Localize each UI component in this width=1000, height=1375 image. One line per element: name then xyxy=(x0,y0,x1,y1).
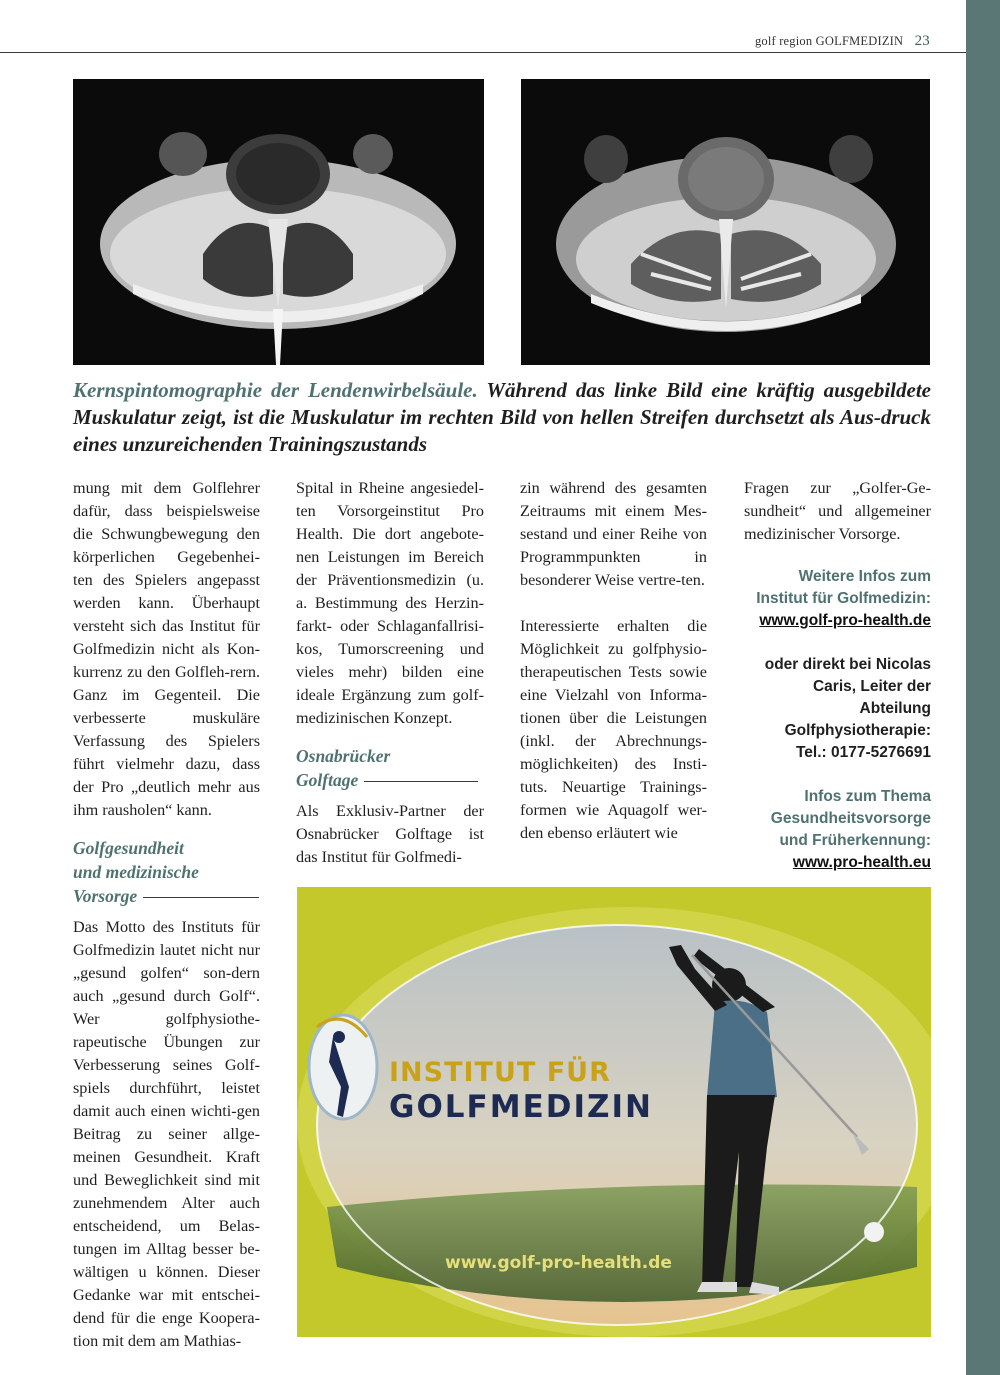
info-box: Weitere Infos zum Institut für Golfmedizin: www.golf-pro-health.de oder direkt bei Nicolas Caris, Leiter der Abteilung Golfphysiotherapie: Tel.: 0177-5276691 Infos zum Thema Gesundheitsvorsorge und Früherkennung: www.pro-health.eu xyxy=(756,568,931,871)
mri-image-right xyxy=(521,79,930,365)
paragraph: zin während des gesamten Zeitraums mit einem Mes-sestand und einer Reihe von Programmpunkten in besonderer Weise vertre-ten. xyxy=(520,479,707,589)
text-column-3 xyxy=(520,477,707,845)
paragraph: Spital in Rheine angesiedel-ten Vorsorgeinstitut Pro Health. Die dort angebote-nen Leistungen im Bereich der Präventionsmedizin (u. a. Bestimmung des Herzin-farkt- oder Schlaganfallrisi-kos, Tumorscreening und vieles mehr) bilden eine ideale Ergänzung zum golf-medizinischen Konzept. xyxy=(296,479,484,727)
subheading-rule xyxy=(364,781,478,782)
text-column-4 xyxy=(744,477,931,874)
subheading-golfgesundheit: Golfgesundheit und medizinische Vorsorge xyxy=(73,836,260,908)
page-number: 23 xyxy=(914,33,930,49)
golfmedizin-advertisement xyxy=(297,887,931,1337)
subheading-osnabruecker-golftage: Osnabrücker Golftage xyxy=(296,744,484,792)
text-column-2 xyxy=(296,477,484,869)
ad-url[interactable]: www.golf-pro-health.de xyxy=(445,1253,672,1273)
header-rule xyxy=(0,52,966,53)
caption-lead: Kernspintomographie der Lendenwirbelsäule. xyxy=(73,378,478,402)
link-pro-health[interactable]: www.pro-health.eu xyxy=(792,854,931,871)
paragraph: Interessierte erhalten die Möglichkeit zu golfphysio-therapeutischen Tests sowie eine Vielzahl von Informa-tionen über die Leistungen (inkl. der Abrechnungs-möglichkeiten) des Insti-tuts. Neuartige Trainings-formen wie Aquagolf wer-den ebenso erläutert wie xyxy=(520,617,707,842)
running-title: golf region GOLFMEDIZIN xyxy=(754,34,904,48)
paragraph: Fragen zur „Golfer-Ge-sundheit“ und allgemeiner medizinischer Vorsorge. xyxy=(744,479,931,543)
ad-title-line1: INSTITUT FÜR xyxy=(389,1057,611,1088)
subheading-rule xyxy=(143,897,259,898)
text-column-1 xyxy=(73,477,260,1353)
paragraph: Das Motto des Instituts für Golfmedizin lautet nicht nur „gesund golfen“ son-dern auch „gesund durch Golf“. Wer golfphysiothe-rapeutische Übungen zur Verbesserung seines Golf-spiels durchführt, leistet damit auch einen wichti-gen Beitrag zu seiner allge-meinen Gesundheit. Kraft und Beweglichkeit sind mit zunehmendem Alter auch entscheidend, um Belas-tungen im Alltag besser be-wältigen u können. Dieser Gedanke war mit entschei-dend für die enge Koopera-tion mit dem am Mathias- xyxy=(73,918,260,1350)
link-golf-pro-health[interactable]: www.golf-pro-health.de xyxy=(759,612,931,629)
paragraph: Als Exklusiv-Partner der Osnabrücker Golftage ist das Institut für Golfmedi- xyxy=(296,802,484,866)
caption-text: Während das linke Bild eine kräftig ausgebildete Muskulatur zeigt, ist die Muskulatur im rechten Bild von hellen Streifen durchsetzt als Aus-druck eines unzureichenden Trainingszustands xyxy=(73,378,931,456)
paragraph: mung mit dem Golflehrer dafür, dass beispielsweise die Schwungbewegung den körperlichen Gegebenhei-ten des Spielers angepasst werden kann. Überhaupt versteht sich das Institut für Golfmedizin nicht als Kon-kurrenz zu den Golfleh-rern. Ganz im Gegenteil. Die verbesserte muskuläre Verfassung des Spielers führt vielmehr dazu, dass der Pro „deutlich mehr aus ihm rausholen“ kann. xyxy=(73,479,260,819)
mri-image-left xyxy=(73,79,484,365)
image-caption xyxy=(73,377,931,458)
running-header xyxy=(755,33,930,50)
ad-title-line2: GOLFMEDIZIN xyxy=(389,1089,653,1125)
side-color-bar xyxy=(966,0,1000,1375)
